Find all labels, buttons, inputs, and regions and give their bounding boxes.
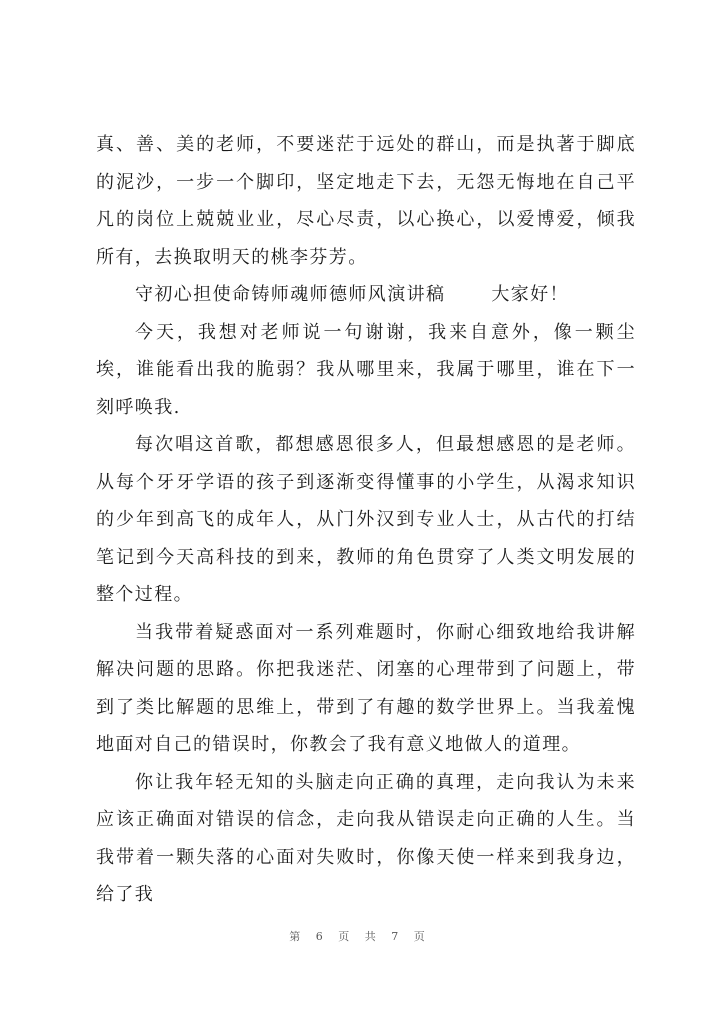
paragraph: 你让我年轻无知的头脑走向正确的真理，走向我认为未来应该正确面对错误的信念，走向我从错误走向正确的人生。当我带着一颗失落的心面对失败时，你像天使一样来到我身边，给了我 bbox=[96, 771, 636, 905]
paragraph: 每次唱这首歌，都想感恩很多人，但最想感恩的是老师。从每个牙牙学语的孩子到逐渐变得懂事的小学生，从渴求知识的少年到高飞的成年人，从门外汉到专业人士，从古代的打结笔记到今天高科技的到来，教师的角色贯穿了人类文明发展的整个过程。 bbox=[96, 434, 636, 605]
paragraph: 今天，我想对老师说一句谢谢，我来自意外，像一颗尘埃，谁能看出我的脆弱？我从哪里来，我属于哪里，谁在下一刻呼唤我. bbox=[96, 321, 636, 418]
body-text bbox=[96, 126, 636, 914]
paragraph-continuation: 真、善、美的老师，不要迷茫于远处的群山，而是执著于脚底的泥沙，一步一个脚印，坚定地走下去，无怨无悔地在自己平凡的岗位上兢兢业业，尽心尽责，以心换心，以爱博爱，倾我所有，去换取明天的桃李芬芳。 bbox=[96, 134, 636, 268]
paragraph: 当我带着疑惑面对一系列难题时，你耐心细致地给我讲解解决问题的思路。你把我迷茫、闭塞的心理带到了问题上，带到了类比解题的思维上，带到了有趣的数学世界上。当我羞愧地面对自己的错误时，你教会了我有意义地做人的道理。 bbox=[96, 621, 636, 755]
page-number-footer: 第 6 页 共 7 页 bbox=[289, 930, 431, 943]
paragraph-title-greeting: 守初心担使命铸师魂师德师风演讲稿 大家好！ bbox=[135, 284, 569, 305]
